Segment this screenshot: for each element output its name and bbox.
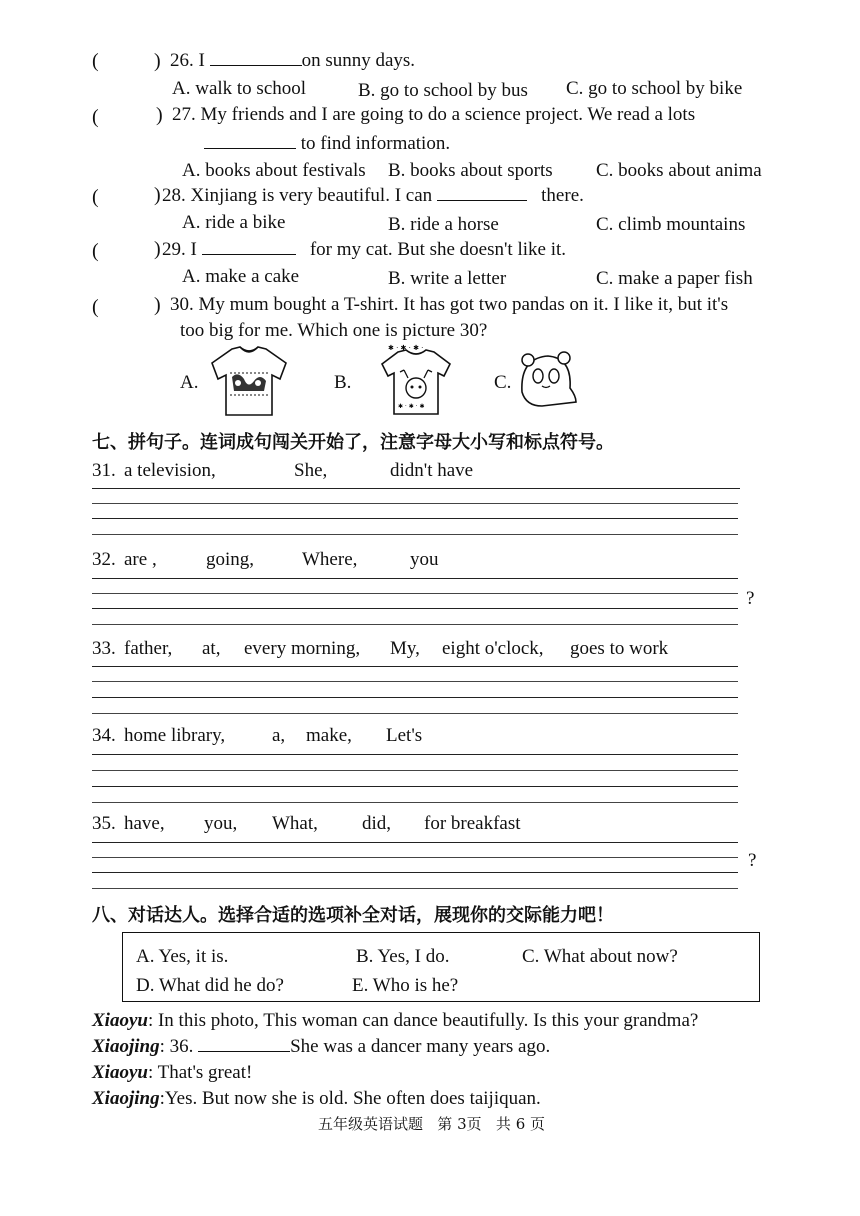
word-card: did, <box>362 813 392 834</box>
question-stem: 28. Xinjiang is very beautiful. I can <box>162 185 433 206</box>
dialogue-line-2 <box>92 1036 550 1058</box>
dialogue-option-a: A. Yes, it is. <box>136 946 229 967</box>
word-card: a television, <box>124 460 216 481</box>
writing-line[interactable] <box>92 666 738 667</box>
option-c: C. make a paper fish <box>596 268 753 289</box>
word-card: have, <box>124 813 165 834</box>
writing-line[interactable] <box>92 681 738 682</box>
option-a: A. walk to school <box>172 78 307 99</box>
dialogue-text: She was a dancer many years ago. <box>290 1036 551 1057</box>
dialogue-option-b: B. Yes, I do. <box>356 946 450 967</box>
writing-line[interactable] <box>92 713 738 714</box>
word-card: She, <box>294 460 328 481</box>
dialogue-option-c: C. What about now? <box>522 946 678 967</box>
question-29 <box>162 239 566 261</box>
writing-line[interactable] <box>92 888 738 889</box>
question-28 <box>162 185 584 207</box>
word-card: going, <box>206 549 255 570</box>
word-card: make, <box>306 725 352 746</box>
dialogue-option-e: E. Who is he? <box>352 975 459 996</box>
speaker-name: Xiaoyu <box>92 1010 148 1031</box>
question-30: 30. My mum bought a T-shirt. It has got two pandas on it. I like it, but it's <box>170 294 729 315</box>
word-card: Let's <box>386 725 423 746</box>
word-card: every morning, <box>244 638 361 659</box>
answer-blank[interactable] <box>202 254 296 255</box>
sentence-34 <box>92 725 512 749</box>
dialogue-line-4 <box>92 1088 541 1110</box>
option-b: B. ride a horse <box>388 214 499 235</box>
word-card: you <box>410 549 439 570</box>
option-a: A. <box>180 372 199 393</box>
dialogue-text: : That's great! <box>147 1062 253 1083</box>
speaker-name: Xiaoyu <box>92 1062 148 1083</box>
word-card: you, <box>204 813 238 834</box>
answer-blank[interactable] <box>437 200 527 201</box>
dialogue-text: : In this photo, This woman can dance beautifully. Is this your grandma? <box>147 1010 699 1031</box>
sentence-35 <box>92 813 552 837</box>
writing-line[interactable] <box>92 488 740 489</box>
word-card: at, <box>202 638 221 659</box>
answer-blank[interactable] <box>210 65 302 66</box>
answer-paren-close: ) <box>156 104 163 126</box>
answer-paren-close: ) <box>154 184 161 206</box>
question-27-line2 <box>204 133 450 155</box>
writing-line[interactable] <box>92 770 738 771</box>
question-27: 27. My friends and I are going to do a science project. We read a lots <box>172 104 696 125</box>
writing-line[interactable] <box>92 697 738 698</box>
question-stem-end: there. <box>541 185 584 206</box>
writing-line[interactable] <box>92 624 738 625</box>
option-b: B. write a letter <box>388 268 507 289</box>
word-card: for breakfast <box>424 813 521 834</box>
dialogue-option-d: D. What did he do? <box>136 975 284 996</box>
option-b: B. books about sports <box>388 160 553 181</box>
writing-line[interactable] <box>92 503 738 504</box>
writing-line[interactable] <box>92 608 738 609</box>
writing-line[interactable] <box>92 872 738 873</box>
option-c: C. climb mountains <box>596 214 746 235</box>
word-card: What, <box>272 813 318 834</box>
word-card: My, <box>390 638 420 659</box>
sentence-33 <box>92 638 692 662</box>
page-footer: 五年级英语试题 第 3页 共 6 页 <box>318 1115 546 1133</box>
writing-line[interactable] <box>92 802 738 803</box>
item-number: 34. <box>92 725 116 746</box>
writing-line[interactable] <box>92 534 738 535</box>
answer-paren-close: ) <box>154 294 161 316</box>
answer-paren-open: ( <box>92 186 99 208</box>
svg-text:✱ · ✱ · ✱ ·: ✱ · ✱ · ✱ · <box>388 344 424 352</box>
answer-paren-open: ( <box>92 50 99 72</box>
word-card: eight o'clock, <box>442 638 544 659</box>
question-stem-end: for my cat. But she doesn't like it. <box>309 239 567 260</box>
writing-line[interactable] <box>92 593 738 594</box>
writing-line[interactable] <box>92 754 738 755</box>
word-card: father, <box>124 638 173 659</box>
writing-line[interactable] <box>92 857 738 858</box>
option-a: A. books about festivals <box>182 160 366 181</box>
word-card: home library, <box>124 725 226 746</box>
section-8-title: 八、对话达人。选择合适的选项补全对话，展现你的交际能力吧！ <box>92 905 614 926</box>
writing-line[interactable] <box>92 518 738 519</box>
writing-line[interactable] <box>92 786 738 787</box>
answer-blank[interactable] <box>204 148 296 149</box>
answer-paren-open: ( <box>92 296 99 318</box>
question-stem: 29. I <box>162 239 197 260</box>
answer-blank[interactable] <box>198 1051 290 1052</box>
word-card: a, <box>272 725 286 746</box>
dialogue-text: :Yes. But now she is old. She often does taijiquan. <box>159 1088 541 1109</box>
speaker-name: Xiaojing <box>92 1036 160 1057</box>
question-30-line2: too big for me. Which one is picture 30? <box>180 320 488 341</box>
word-card: are , <box>124 549 157 570</box>
item-number: 33. <box>92 638 116 659</box>
speaker-name: Xiaojing <box>92 1088 160 1109</box>
answer-paren-open: ( <box>92 106 99 128</box>
answer-paren-open: ( <box>92 240 99 262</box>
dialogue-line-3 <box>92 1062 252 1084</box>
dialogue-text: : 36. <box>159 1036 199 1057</box>
question-stem-end: to find information. <box>300 133 451 154</box>
section-7-title: 七、拼句子。连词成句闯关开始了，注意字母大小写和标点符号。 <box>92 432 614 453</box>
option-b: B. go to school by bus <box>358 80 528 101</box>
option-b: B. <box>334 372 352 393</box>
option-a: A. make a cake <box>182 266 300 287</box>
tshirt-deer-picture <box>378 342 454 418</box>
question-stem: 26. I <box>170 50 205 71</box>
word-card: Where, <box>302 549 358 570</box>
answer-paren-close: ) <box>154 238 161 260</box>
sentence-31 <box>92 460 512 484</box>
end-question-mark: ? <box>746 588 755 609</box>
item-number: 31. <box>92 460 116 481</box>
question-stem-end: on sunny days. <box>301 50 416 71</box>
option-c: C. go to school by bike <box>566 78 743 99</box>
option-c: C. books about anima <box>596 160 762 181</box>
option-a: A. ride a bike <box>182 212 286 233</box>
tshirt-pandas-picture <box>208 345 290 417</box>
option-c: C. <box>494 372 512 393</box>
end-question-mark: ? <box>748 850 757 871</box>
dialogue-line-1 <box>92 1010 698 1032</box>
sentence-32 <box>92 549 512 573</box>
answer-paren-close: ) <box>154 50 161 72</box>
question-26 <box>170 50 415 72</box>
writing-line[interactable] <box>92 578 738 579</box>
writing-line[interactable] <box>92 842 738 843</box>
svg-text:✱ · ✱ · ✱: ✱ · ✱ · ✱ <box>398 403 425 410</box>
panda-cap-picture <box>514 348 580 416</box>
word-card: goes to work <box>570 638 669 659</box>
item-number: 32. <box>92 549 116 570</box>
word-card: didn't have <box>390 460 474 481</box>
item-number: 35. <box>92 813 116 834</box>
